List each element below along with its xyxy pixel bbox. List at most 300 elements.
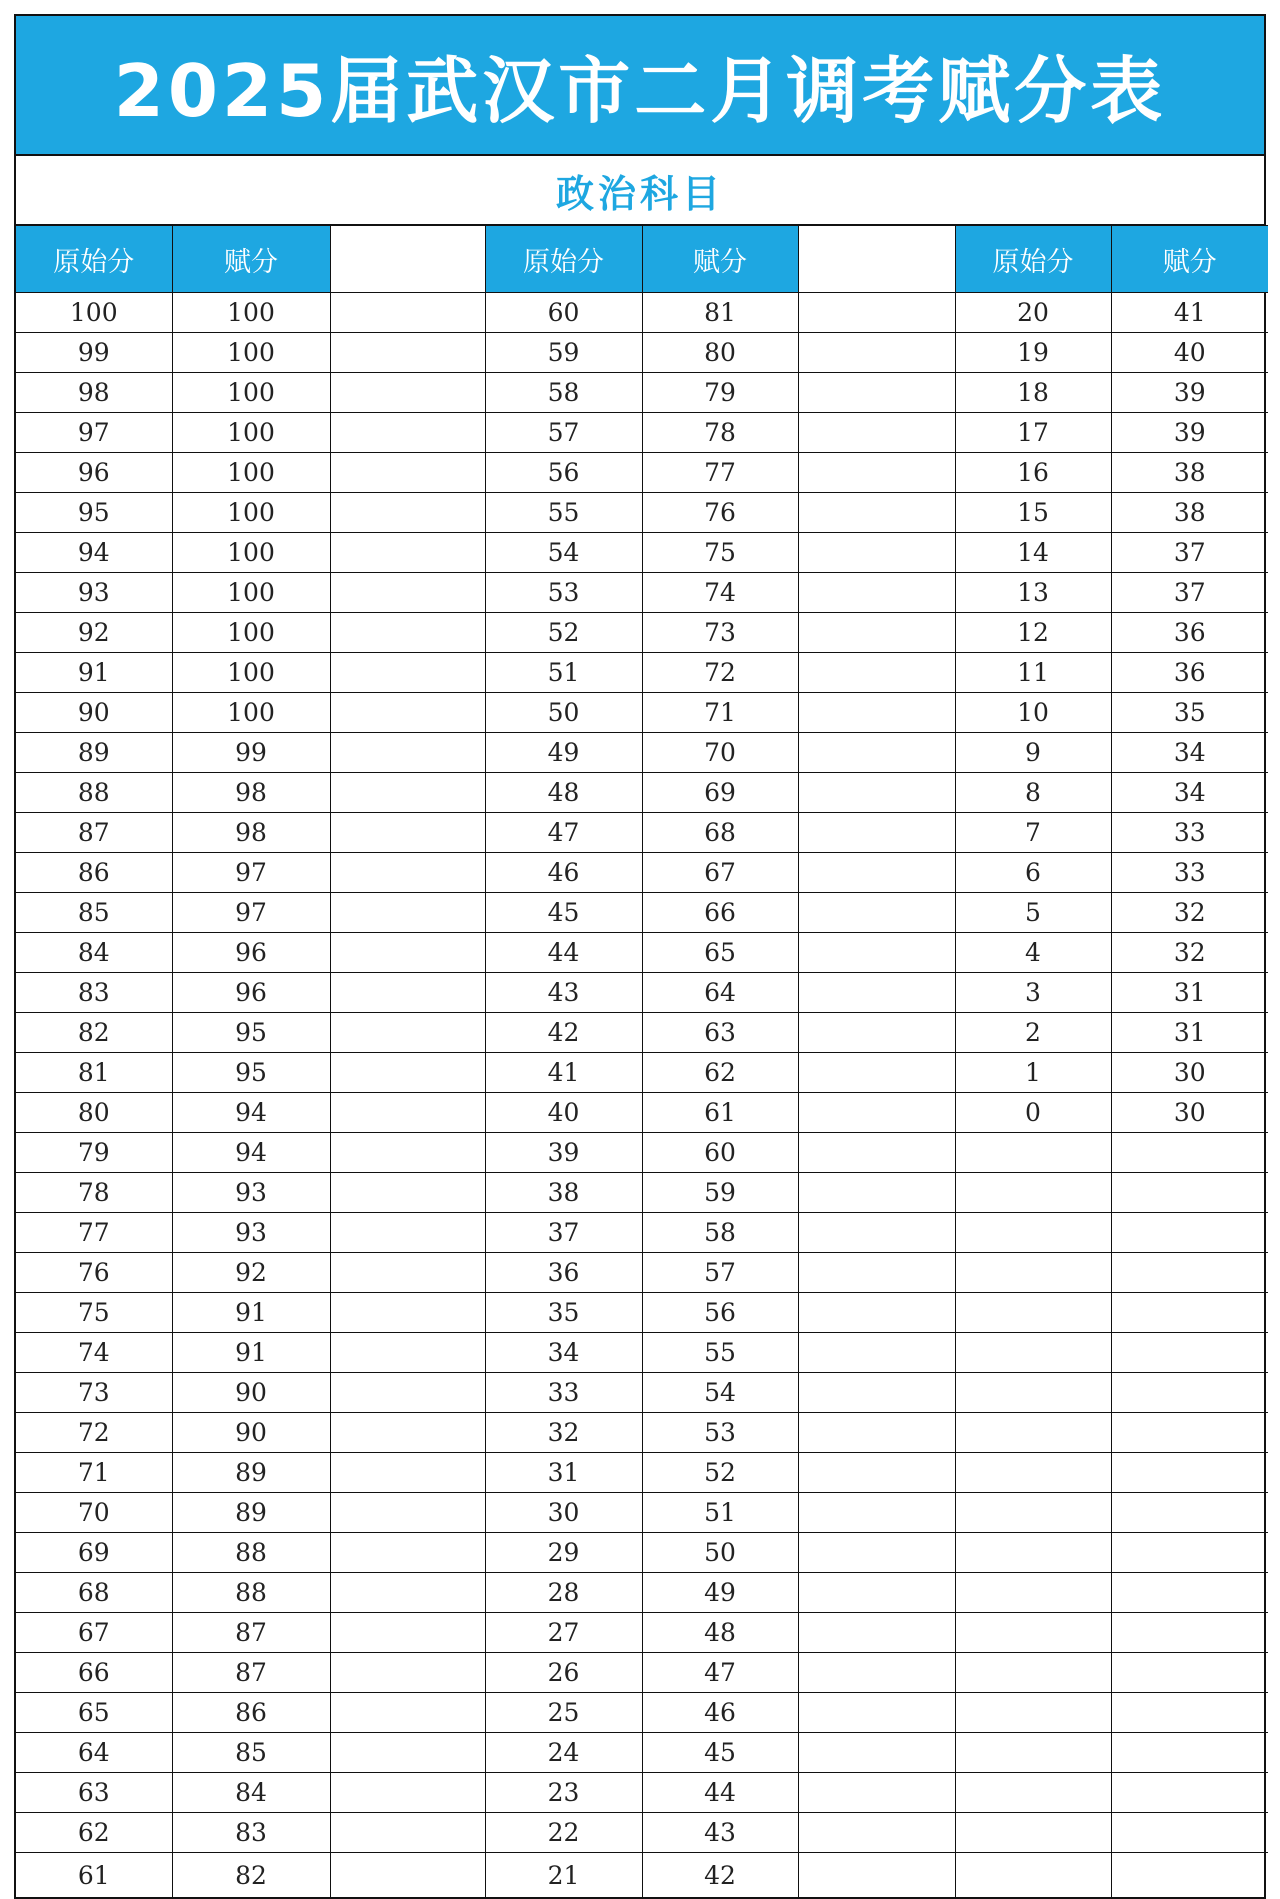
raw-score-cell: 53 <box>485 573 642 613</box>
scaled-score-cell: 36 <box>1111 613 1268 653</box>
spacer-cell <box>330 1773 485 1813</box>
table-row <box>16 293 1268 333</box>
spacer-cell <box>798 1693 955 1733</box>
raw-score-cell: 73 <box>16 1373 172 1413</box>
spacer-cell <box>798 1213 955 1253</box>
spacer-cell <box>798 413 955 453</box>
spacer-cell <box>330 373 485 413</box>
scaled-score-cell: 91 <box>172 1293 330 1333</box>
raw-score-cell: 19 <box>955 333 1111 373</box>
spacer-cell <box>798 1253 955 1293</box>
spacer-cell <box>330 933 485 973</box>
scaled-score-cell: 90 <box>172 1413 330 1453</box>
scaled-score-cell: 94 <box>172 1133 330 1173</box>
scaled-score-cell: 96 <box>172 933 330 973</box>
spacer-cell <box>798 1853 955 1898</box>
scaled-score-cell: 42 <box>642 1853 798 1898</box>
raw-score-cell: 1 <box>955 1053 1111 1093</box>
table-row <box>16 333 1268 373</box>
scaled-score-cell <box>1111 1533 1268 1573</box>
raw-score-cell: 71 <box>16 1453 172 1493</box>
scaled-score-cell: 96 <box>172 973 330 1013</box>
spacer-cell <box>798 1293 955 1333</box>
scaled-score-cell: 70 <box>642 733 798 773</box>
scaled-score-cell <box>1111 1733 1268 1773</box>
table-row <box>16 773 1268 813</box>
table-row <box>16 1253 1268 1293</box>
raw-score-cell: 30 <box>485 1493 642 1533</box>
raw-score-cell: 94 <box>16 533 172 573</box>
scaled-score-cell: 89 <box>172 1493 330 1533</box>
scaled-score-cell: 30 <box>1111 1053 1268 1093</box>
scaled-score-cell: 72 <box>642 653 798 693</box>
scaled-score-cell: 36 <box>1111 653 1268 693</box>
scaled-score-cell: 37 <box>1111 573 1268 613</box>
scaled-score-cell: 100 <box>172 613 330 653</box>
raw-score-cell <box>955 1253 1111 1293</box>
raw-score-cell: 41 <box>485 1053 642 1093</box>
raw-score-cell: 95 <box>16 493 172 533</box>
scaled-score-cell: 38 <box>1111 453 1268 493</box>
spacer-cell <box>798 733 955 773</box>
raw-score-cell: 89 <box>16 733 172 773</box>
scaled-score-cell <box>1111 1213 1268 1253</box>
scaled-score-cell: 97 <box>172 853 330 893</box>
scaled-score-cell: 34 <box>1111 733 1268 773</box>
raw-score-cell <box>955 1213 1111 1253</box>
raw-score-cell: 75 <box>16 1293 172 1333</box>
spacer-cell <box>330 293 485 333</box>
table-row <box>16 1493 1268 1533</box>
spacer-cell <box>330 493 485 533</box>
spacer-cell <box>798 1533 955 1573</box>
table-row <box>16 1533 1268 1573</box>
spacer-cell <box>330 333 485 373</box>
scaled-score-cell: 100 <box>172 493 330 533</box>
spacer-cell <box>798 1093 955 1133</box>
raw-score-cell: 78 <box>16 1173 172 1213</box>
scaled-score-cell: 50 <box>642 1533 798 1573</box>
table-row <box>16 573 1268 613</box>
scaled-score-cell: 100 <box>172 333 330 373</box>
scaled-score-cell: 80 <box>642 333 798 373</box>
raw-score-cell: 35 <box>485 1293 642 1333</box>
scaled-score-cell: 95 <box>172 1013 330 1053</box>
raw-score-cell: 45 <box>485 893 642 933</box>
table-row <box>16 413 1268 453</box>
scaled-score-cell: 67 <box>642 853 798 893</box>
header-raw-score-2: 原始分 <box>485 226 642 293</box>
scaled-score-cell <box>1111 1573 1268 1613</box>
spacer-cell <box>330 453 485 493</box>
raw-score-cell: 0 <box>955 1093 1111 1133</box>
raw-score-cell: 58 <box>485 373 642 413</box>
raw-score-cell: 15 <box>955 493 1111 533</box>
table-row <box>16 1053 1268 1093</box>
scaled-score-cell: 100 <box>172 573 330 613</box>
scaled-score-cell: 78 <box>642 413 798 453</box>
raw-score-cell: 17 <box>955 413 1111 453</box>
raw-score-cell: 14 <box>955 533 1111 573</box>
raw-score-cell <box>955 1853 1111 1898</box>
spacer-cell <box>330 893 485 933</box>
scaled-score-cell: 33 <box>1111 853 1268 893</box>
raw-score-cell: 48 <box>485 773 642 813</box>
scaled-score-cell: 79 <box>642 373 798 413</box>
scaled-score-cell: 41 <box>1111 293 1268 333</box>
spacer-cell <box>330 693 485 733</box>
table-row <box>16 933 1268 973</box>
spacer-cell <box>798 1493 955 1533</box>
scaled-score-cell: 45 <box>642 1733 798 1773</box>
spacer-cell <box>798 1173 955 1213</box>
table-row <box>16 1853 1268 1898</box>
spacer-cell <box>330 1493 485 1533</box>
scaled-score-cell: 94 <box>172 1093 330 1133</box>
raw-score-cell <box>955 1613 1111 1653</box>
spacer-cell <box>330 1293 485 1333</box>
scaled-score-cell: 71 <box>642 693 798 733</box>
spacer-cell <box>330 1813 485 1853</box>
table-row <box>16 1733 1268 1773</box>
table-row <box>16 1773 1268 1813</box>
raw-score-cell <box>955 1773 1111 1813</box>
spacer-cell <box>330 1173 485 1213</box>
spacer-cell <box>330 973 485 1013</box>
raw-score-cell: 18 <box>955 373 1111 413</box>
scaled-score-cell <box>1111 1333 1268 1373</box>
header-spacer <box>798 226 955 293</box>
spacer-cell <box>798 1653 955 1693</box>
table-row <box>16 1693 1268 1733</box>
scaled-score-cell: 32 <box>1111 933 1268 973</box>
table-row <box>16 853 1268 893</box>
raw-score-cell: 10 <box>955 693 1111 733</box>
raw-score-cell: 77 <box>16 1213 172 1253</box>
scaled-score-cell: 31 <box>1111 973 1268 1013</box>
scaled-score-cell <box>1111 1853 1268 1898</box>
scaled-score-cell: 63 <box>642 1013 798 1053</box>
raw-score-cell: 72 <box>16 1413 172 1453</box>
raw-score-cell: 83 <box>16 973 172 1013</box>
table-row <box>16 1093 1268 1133</box>
spacer-cell <box>330 1573 485 1613</box>
raw-score-cell: 59 <box>485 333 642 373</box>
table-row <box>16 1173 1268 1213</box>
spacer-cell <box>330 1253 485 1293</box>
header-scaled-score-1: 赋分 <box>172 226 330 293</box>
scaled-score-cell: 64 <box>642 973 798 1013</box>
spacer-cell <box>330 1013 485 1053</box>
raw-score-cell: 51 <box>485 653 642 693</box>
raw-score-cell: 63 <box>16 1773 172 1813</box>
raw-score-cell: 55 <box>485 493 642 533</box>
scaled-score-cell: 39 <box>1111 373 1268 413</box>
scaled-score-cell <box>1111 1613 1268 1653</box>
score-conversion-sheet <box>14 14 1266 1899</box>
raw-score-cell: 74 <box>16 1333 172 1373</box>
raw-score-cell: 49 <box>485 733 642 773</box>
header-scaled-score-2: 赋分 <box>642 226 798 293</box>
raw-score-cell: 23 <box>485 1773 642 1813</box>
raw-score-cell: 90 <box>16 693 172 733</box>
raw-score-cell: 68 <box>16 1573 172 1613</box>
scaled-score-cell: 68 <box>642 813 798 853</box>
table-row <box>16 1013 1268 1053</box>
scaled-score-cell: 49 <box>642 1573 798 1613</box>
table-row <box>16 1213 1268 1253</box>
raw-score-cell: 21 <box>485 1853 642 1898</box>
scaled-score-cell: 43 <box>642 1813 798 1853</box>
spacer-cell <box>798 1613 955 1653</box>
scaled-score-cell: 86 <box>172 1693 330 1733</box>
raw-score-cell: 57 <box>485 413 642 453</box>
spacer-cell <box>330 1333 485 1373</box>
spacer-cell <box>798 533 955 573</box>
scaled-score-cell: 66 <box>642 893 798 933</box>
score-table <box>16 225 1268 1897</box>
raw-score-cell <box>955 1573 1111 1613</box>
spacer-cell <box>798 493 955 533</box>
header-raw-score-1: 原始分 <box>16 226 172 293</box>
spacer-cell <box>330 413 485 453</box>
spacer-cell <box>798 1053 955 1093</box>
scaled-score-cell: 84 <box>172 1773 330 1813</box>
spacer-cell <box>798 1013 955 1053</box>
scaled-score-cell: 100 <box>172 453 330 493</box>
spacer-cell <box>798 1733 955 1773</box>
spacer-cell <box>330 1373 485 1413</box>
raw-score-cell <box>955 1173 1111 1213</box>
spacer-cell <box>330 1413 485 1453</box>
raw-score-cell: 28 <box>485 1573 642 1613</box>
scaled-score-cell: 100 <box>172 693 330 733</box>
spacer-cell <box>330 1453 485 1493</box>
raw-score-cell <box>955 1813 1111 1853</box>
table-row <box>16 493 1268 533</box>
raw-score-cell: 22 <box>485 1813 642 1853</box>
header-scaled-score-3: 赋分 <box>1111 226 1268 293</box>
scaled-score-cell: 33 <box>1111 813 1268 853</box>
raw-score-cell: 50 <box>485 693 642 733</box>
raw-score-cell: 87 <box>16 813 172 853</box>
table-row <box>16 1453 1268 1493</box>
spacer-cell <box>798 333 955 373</box>
raw-score-cell <box>955 1413 1111 1453</box>
spacer-cell <box>798 893 955 933</box>
spacer-cell <box>330 1133 485 1173</box>
spacer-cell <box>330 773 485 813</box>
spacer-cell <box>330 1853 485 1898</box>
scaled-score-cell: 60 <box>642 1133 798 1173</box>
scaled-score-cell: 87 <box>172 1653 330 1693</box>
scaled-score-cell: 93 <box>172 1213 330 1253</box>
table-row <box>16 1333 1268 1373</box>
raw-score-cell: 67 <box>16 1613 172 1653</box>
spacer-cell <box>330 1093 485 1133</box>
spacer-cell <box>330 1613 485 1653</box>
spacer-cell <box>798 773 955 813</box>
spacer-cell <box>330 653 485 693</box>
raw-score-cell: 66 <box>16 1653 172 1693</box>
scaled-score-cell: 83 <box>172 1813 330 1853</box>
raw-score-cell: 82 <box>16 1013 172 1053</box>
scaled-score-cell: 88 <box>172 1533 330 1573</box>
spacer-cell <box>330 1693 485 1733</box>
scaled-score-cell <box>1111 1413 1268 1453</box>
spacer-cell <box>798 1453 955 1493</box>
raw-score-cell: 13 <box>955 573 1111 613</box>
raw-score-cell: 34 <box>485 1333 642 1373</box>
scaled-score-cell: 100 <box>172 533 330 573</box>
raw-score-cell: 69 <box>16 1533 172 1573</box>
spacer-cell <box>798 1773 955 1813</box>
table-row <box>16 893 1268 933</box>
table-row <box>16 733 1268 773</box>
table-row <box>16 533 1268 573</box>
scaled-score-cell: 62 <box>642 1053 798 1093</box>
table-row <box>16 693 1268 733</box>
raw-score-cell: 2 <box>955 1013 1111 1053</box>
raw-score-cell <box>955 1373 1111 1413</box>
raw-score-cell: 56 <box>485 453 642 493</box>
scaled-score-cell <box>1111 1253 1268 1293</box>
scaled-score-cell: 89 <box>172 1453 330 1493</box>
raw-score-cell: 26 <box>485 1653 642 1693</box>
scaled-score-cell: 76 <box>642 493 798 533</box>
scaled-score-cell: 32 <box>1111 893 1268 933</box>
scaled-score-cell: 100 <box>172 293 330 333</box>
raw-score-cell: 37 <box>485 1213 642 1253</box>
scaled-score-cell: 56 <box>642 1293 798 1333</box>
spacer-cell <box>798 933 955 973</box>
scaled-score-cell: 40 <box>1111 333 1268 373</box>
spacer-cell <box>330 1653 485 1693</box>
scaled-score-cell: 92 <box>172 1253 330 1293</box>
scaled-score-cell: 65 <box>642 933 798 973</box>
spacer-cell <box>330 1213 485 1253</box>
scaled-score-cell: 38 <box>1111 493 1268 533</box>
raw-score-cell: 6 <box>955 853 1111 893</box>
raw-score-cell: 80 <box>16 1093 172 1133</box>
raw-score-cell: 46 <box>485 853 642 893</box>
raw-score-cell: 33 <box>485 1373 642 1413</box>
spacer-cell <box>798 373 955 413</box>
table-row <box>16 453 1268 493</box>
scaled-score-cell: 58 <box>642 1213 798 1253</box>
scaled-score-cell: 100 <box>172 413 330 453</box>
scaled-score-cell: 77 <box>642 453 798 493</box>
scaled-score-cell: 51 <box>642 1493 798 1533</box>
scaled-score-cell: 95 <box>172 1053 330 1093</box>
raw-score-cell <box>955 1653 1111 1693</box>
scaled-score-cell: 59 <box>642 1173 798 1213</box>
raw-score-cell: 47 <box>485 813 642 853</box>
raw-score-cell: 31 <box>485 1453 642 1493</box>
scaled-score-cell <box>1111 1813 1268 1853</box>
raw-score-cell: 8 <box>955 773 1111 813</box>
spacer-cell <box>798 813 955 853</box>
scaled-score-cell: 81 <box>642 293 798 333</box>
scaled-score-cell <box>1111 1653 1268 1693</box>
scaled-score-cell: 31 <box>1111 1013 1268 1053</box>
scaled-score-cell <box>1111 1173 1268 1213</box>
spacer-cell <box>330 813 485 853</box>
subject-title: 政治科目 <box>16 156 1264 225</box>
raw-score-cell: 11 <box>955 653 1111 693</box>
scaled-score-cell: 35 <box>1111 693 1268 733</box>
raw-score-cell: 86 <box>16 853 172 893</box>
header-row <box>16 226 1268 293</box>
table-row <box>16 813 1268 853</box>
scaled-score-cell: 52 <box>642 1453 798 1493</box>
scaled-score-cell: 97 <box>172 893 330 933</box>
raw-score-cell: 27 <box>485 1613 642 1653</box>
scaled-score-cell: 46 <box>642 1693 798 1733</box>
raw-score-cell <box>955 1333 1111 1373</box>
spacer-cell <box>330 733 485 773</box>
scaled-score-cell <box>1111 1293 1268 1333</box>
raw-score-cell: 7 <box>955 813 1111 853</box>
scaled-score-cell <box>1111 1493 1268 1533</box>
raw-score-cell: 24 <box>485 1733 642 1773</box>
table-row <box>16 1133 1268 1173</box>
raw-score-cell: 100 <box>16 293 172 333</box>
scaled-score-cell: 37 <box>1111 533 1268 573</box>
raw-score-cell: 9 <box>955 733 1111 773</box>
scaled-score-cell <box>1111 1133 1268 1173</box>
table-row <box>16 653 1268 693</box>
raw-score-cell: 5 <box>955 893 1111 933</box>
scaled-score-cell: 55 <box>642 1333 798 1373</box>
raw-score-cell: 20 <box>955 293 1111 333</box>
spacer-cell <box>330 853 485 893</box>
header-raw-score-3: 原始分 <box>955 226 1111 293</box>
table-body <box>16 293 1268 1898</box>
spacer-cell <box>798 1133 955 1173</box>
raw-score-cell: 39 <box>485 1133 642 1173</box>
scaled-score-cell: 57 <box>642 1253 798 1293</box>
raw-score-cell: 32 <box>485 1413 642 1453</box>
spacer-cell <box>798 613 955 653</box>
scaled-score-cell <box>1111 1693 1268 1733</box>
scaled-score-cell: 54 <box>642 1373 798 1413</box>
raw-score-cell: 97 <box>16 413 172 453</box>
raw-score-cell: 76 <box>16 1253 172 1293</box>
raw-score-cell <box>955 1453 1111 1493</box>
raw-score-cell: 60 <box>485 293 642 333</box>
raw-score-cell: 93 <box>16 573 172 613</box>
spacer-cell <box>330 613 485 653</box>
raw-score-cell: 38 <box>485 1173 642 1213</box>
raw-score-cell: 3 <box>955 973 1111 1013</box>
header-spacer <box>330 226 485 293</box>
spacer-cell <box>330 1053 485 1093</box>
spacer-cell <box>330 1733 485 1773</box>
raw-score-cell: 99 <box>16 333 172 373</box>
raw-score-cell: 61 <box>16 1853 172 1898</box>
scaled-score-cell: 91 <box>172 1333 330 1373</box>
raw-score-cell <box>955 1693 1111 1733</box>
raw-score-cell: 70 <box>16 1493 172 1533</box>
scaled-score-cell: 100 <box>172 373 330 413</box>
raw-score-cell: 64 <box>16 1733 172 1773</box>
raw-score-cell: 98 <box>16 373 172 413</box>
raw-score-cell <box>955 1293 1111 1333</box>
raw-score-cell: 88 <box>16 773 172 813</box>
scaled-score-cell: 61 <box>642 1093 798 1133</box>
spacer-cell <box>798 973 955 1013</box>
